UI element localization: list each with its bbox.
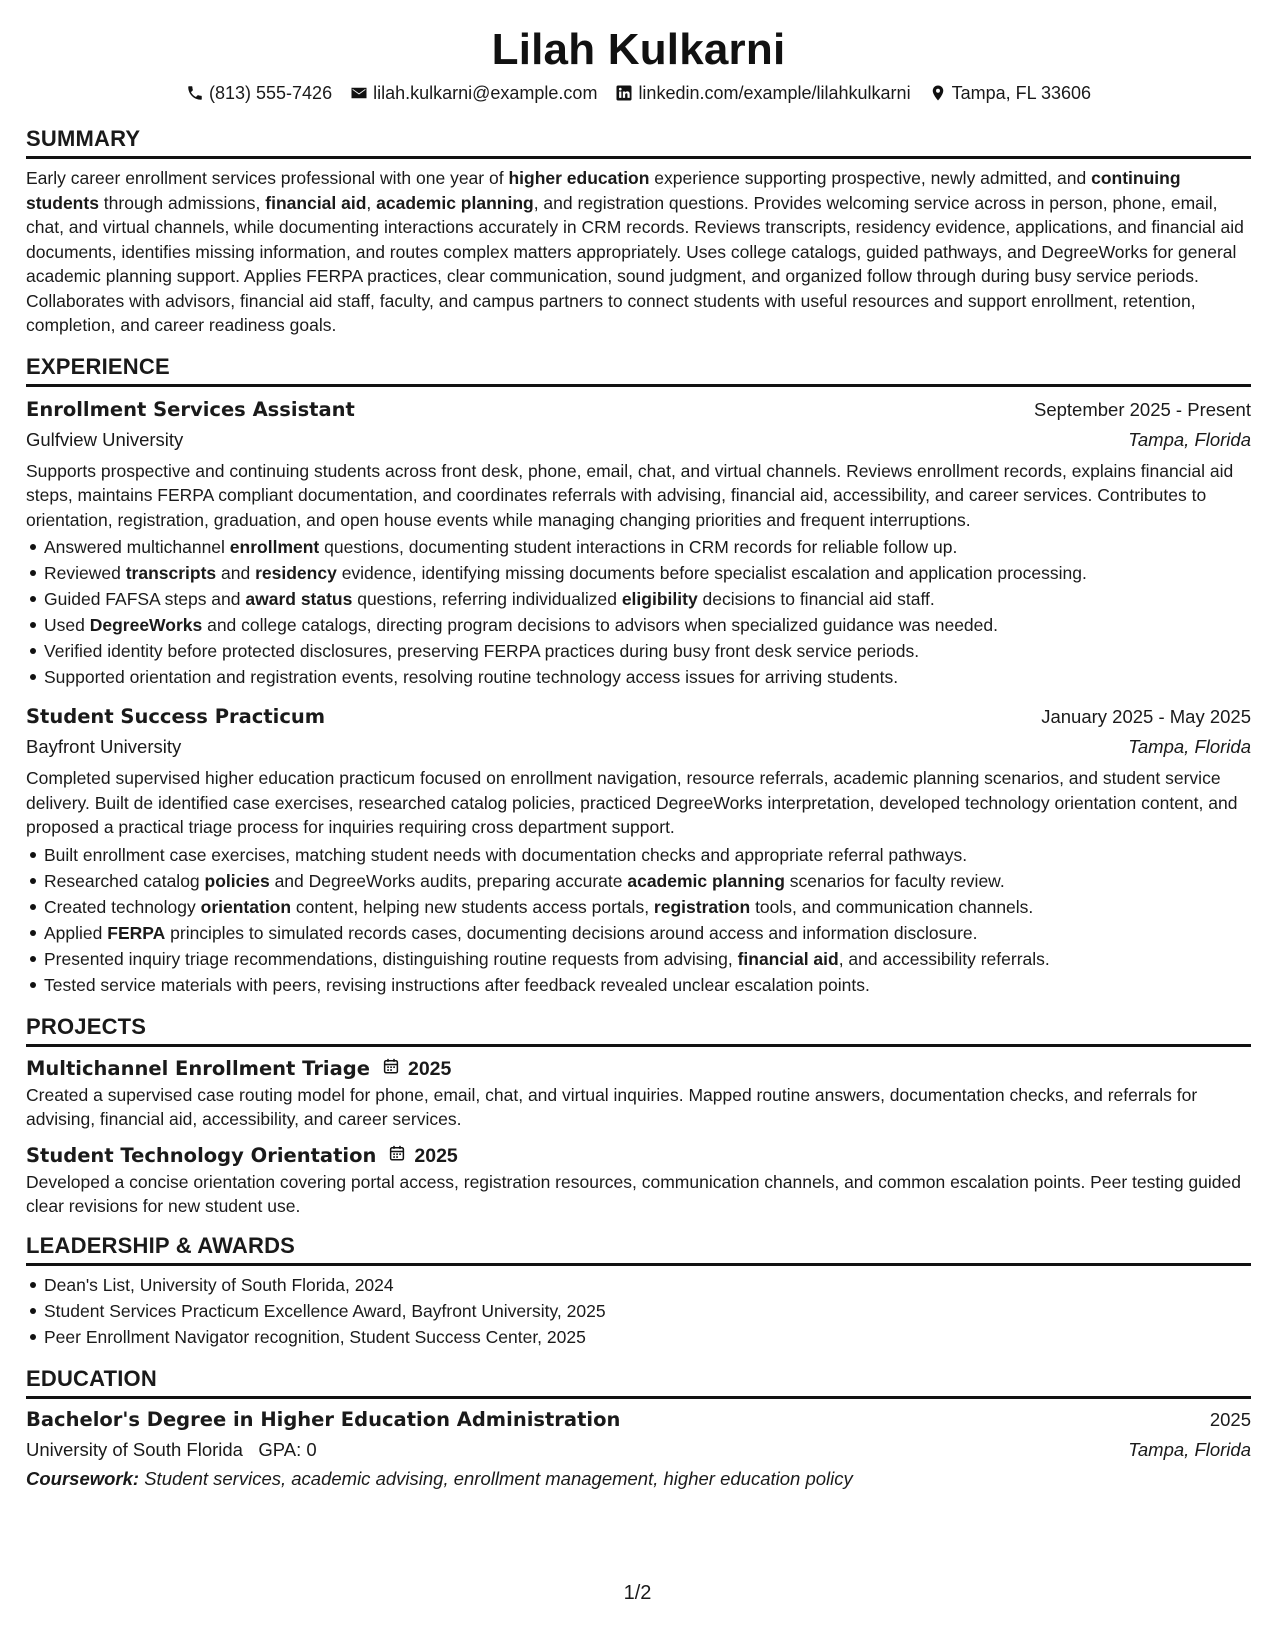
bullet-item: [26, 534, 1251, 560]
envelope-icon: [350, 84, 368, 102]
leadership-item: Dean's List, University of South Florida, 2024: [26, 1272, 1251, 1298]
contact-email[interactable]: [350, 82, 597, 104]
project-header: [26, 1142, 1251, 1170]
emphasis-text: residency: [255, 563, 337, 583]
section-title-leadership: LEADERSHIP & AWARDS: [26, 1233, 1251, 1266]
emphasis-text: eligibility: [621, 589, 698, 609]
project-entry: [26, 1055, 1251, 1132]
bullet-item: [26, 638, 1251, 664]
phone-icon: [186, 84, 204, 102]
coursework-text: Student services, academic advising, enrollment management, higher education policy: [139, 1467, 853, 1489]
job-title: Student Success Practicum: [26, 705, 326, 728]
employer-name: Gulfview University: [26, 428, 184, 450]
bullet-item: [26, 612, 1251, 638]
linkedin-icon: [615, 84, 633, 102]
experience-entry: [26, 702, 1251, 998]
text-run: Supported orientation and registration events, resolving routine technology access issues for arriving students.: [44, 667, 899, 687]
emphasis-text: FERPA: [107, 922, 166, 943]
leadership-item: Peer Enrollment Navigator recognition, Student Success Center, 2025: [26, 1324, 1251, 1350]
text-run: Verified identity before protected disclosures, preserving FERPA practices during busy front desk service periods.: [44, 641, 920, 661]
email-link[interactable]: lilah.kulkarni@example.com: [373, 83, 598, 103]
text-run: Presented inquiry triage recommendations, distinguishing routine requests from advising,: [44, 948, 738, 969]
project-name: Multichannel Enrollment Triage: [26, 1056, 370, 1080]
leadership-item: Student Services Practicum Excellence Award, Bayfront University, 2025: [26, 1298, 1251, 1324]
summary-text: [26, 166, 1251, 338]
job-title: Enrollment Services Assistant: [26, 397, 355, 421]
text-run: Answered multichannel: [44, 537, 230, 557]
candidate-name: Lilah Kulkarni: [491, 25, 786, 74]
text-run: , and registration questions. Provides welcoming service across in person, phone, email, chat, and virtual channels, while documenting interactions accurately in CRM records. Reviews transcripts, residency evidence, applications, and financial aid documents, identifies missing information, and routes complex matters appropriately. Uses college catalogs, guided pathways, and DegreeWorks for general academic planning support. Applies FERPA practices, clear communication, sound judgment, and organized follow through during busy service periods. Collaborates with advisors, financial aid staff, faculty, and campus partners to connect students with useful resources and support enrollment, retention, completion, and career readiness goals.: [26, 192, 1244, 335]
section-title-experience: EXPERIENCE: [26, 354, 1251, 387]
project-header: [26, 1055, 1251, 1083]
bullet-item: [26, 664, 1251, 690]
bullet-item: [26, 972, 1251, 998]
text-run: through admissions,: [98, 192, 266, 213]
text-run: Built enrollment case exercises, matching student needs with documentation checks and appropriate referral pathways.: [44, 844, 968, 865]
graduation-year: 2025: [1209, 1408, 1251, 1430]
education-header-row: [26, 1405, 1251, 1435]
section-title-education: EDUCATION: [26, 1366, 1251, 1399]
text-run: Created technology: [44, 896, 201, 917]
school-name: University of South Florida: [26, 1438, 243, 1460]
job-description: Completed supervised higher education practicum focused on enrollment navigation, resource referrals, academic planning scenarios, and student service delivery. Built de identified case exercises, researched catalog policies, practiced DegreeWorks interpretation, developed technology orientation content, and proposed a practical triage process for inquiries requiring cross department support.: [26, 768, 1238, 837]
text-run: and DegreeWorks audits, preparing accurate: [269, 870, 628, 891]
bullet-item: [26, 868, 1251, 894]
contact-phone: [186, 82, 332, 104]
contact-bar: [26, 82, 1251, 104]
text-run: questions, referring individualized: [352, 589, 622, 609]
job-dates: January 2025 - May 2025: [1041, 706, 1251, 727]
project-name: Student Technology Orientation: [26, 1143, 377, 1167]
linkedin-link[interactable]: linkedin.com/example/lilahkulkarni: [638, 83, 911, 103]
emphasis-text: award status: [245, 589, 353, 609]
job-location: Tampa, Florida: [1128, 428, 1251, 450]
project-date: [388, 1142, 457, 1170]
bullet-item: [26, 586, 1251, 612]
emphasis-text: policies: [204, 870, 270, 891]
text-run: Guided FAFSA steps and: [44, 589, 246, 609]
emphasis-text: financial aid: [265, 192, 367, 213]
job-location: Tampa, Florida: [1128, 736, 1251, 757]
text-run: Applied: [44, 922, 108, 943]
contact-location: [929, 82, 1091, 104]
emphasis-text: academic planning: [627, 870, 785, 891]
job-description: Supports prospective and continuing students across front desk, phone, email, chat, and virtual channels. Reviews enrollment records, explains financial aid steps, maintains FERPA compliant documentation, and coordinates referrals with advising, financial aid, accessibility, and career services. Contributes to orientation, registration, graduation, and open house events while managing changing priorities and frequent interruptions.: [26, 460, 1234, 530]
project-year: 2025: [407, 1057, 452, 1080]
text-run: Researched catalog: [44, 870, 205, 891]
text-run: and: [216, 563, 256, 583]
job-bullets: [26, 534, 1251, 690]
degree-title: Bachelor's Degree in Higher Education Administration: [26, 1407, 621, 1431]
entry-subheader-row: [26, 425, 1251, 455]
contact-linkedin[interactable]: [615, 82, 910, 104]
bullet-item: [26, 560, 1251, 586]
entry-header-row: [26, 702, 1251, 732]
school-line: [26, 1435, 317, 1465]
gpa: GPA: 0: [258, 1438, 317, 1460]
text-run: tools, and communication channels.: [750, 896, 1034, 917]
emphasis-text: continuing students: [26, 168, 1181, 213]
page-number: 1/2: [623, 1582, 652, 1604]
calendar-icon: [382, 1055, 400, 1083]
text-run: Tested service materials with peers, revising instructions after feedback revealed unclear escalation points.: [44, 974, 870, 995]
text-run: Used: [44, 615, 90, 635]
projects-section: [26, 1014, 1251, 1219]
text-run: content, helping new students access portals,: [291, 896, 654, 917]
text-run: ,: [366, 192, 377, 213]
leadership-list: [26, 1272, 1251, 1350]
section-title-projects: PROJECTS: [26, 1014, 1251, 1047]
project-description: Developed a concise orientation covering portal access, registration resources, communication channels, and common escalation points. Peer testing guided clear revisions for new student use.: [26, 1171, 1241, 1216]
emphasis-text: registration: [653, 896, 751, 917]
summary-section: [26, 126, 1251, 338]
project-entry: [26, 1142, 1251, 1219]
bullet-item: [26, 842, 1251, 868]
project-year: 2025: [414, 1144, 458, 1167]
project-description: Created a supervised case routing model for phone, email, chat, and virtual inquiries. Mapped routine answers, documentation checks, and referrals for advising, financial aid, accessibility, and career services.: [26, 1084, 1198, 1129]
bullet-item: [26, 920, 1251, 946]
emphasis-text: orientation: [200, 896, 292, 917]
employer-name: Bayfront University: [26, 736, 182, 757]
text-run: Early career enrollment services professional with one year of: [26, 168, 509, 188]
text-run: principles to simulated records cases, documenting decisions around access and information disclosure.: [165, 922, 978, 943]
job-dates: September 2025 - Present: [1034, 398, 1251, 420]
leadership-section: [26, 1233, 1251, 1350]
bullet-item: [26, 894, 1251, 920]
location-text: Tampa, FL 33606: [951, 83, 1091, 103]
emphasis-text: financial aid: [737, 948, 839, 969]
entry-subheader-row: [26, 732, 1251, 762]
text-run: questions, documenting student interactions in CRM records for reliable follow up.: [319, 537, 958, 557]
phone-text: (813) 555-7426: [208, 83, 333, 103]
resume-content: [26, 24, 1251, 1493]
text-run: evidence, identifying missing documents before specialist escalation and application processing.: [336, 563, 1087, 583]
coursework-line: [26, 1465, 1251, 1493]
text-run: experience supporting prospective, newly admitted, and: [649, 168, 1092, 188]
text-run: scenarios for faculty review.: [784, 870, 1005, 891]
calendar-icon: [388, 1142, 406, 1170]
school-location: Tampa, Florida: [1128, 1438, 1251, 1460]
text-run: Reviewed: [44, 563, 126, 583]
text-run: and college catalogs, directing program decisions to advisors when specialized guidance was needed.: [202, 615, 998, 635]
map-pin-icon: [929, 84, 947, 102]
project-date: [382, 1055, 451, 1083]
emphasis-text: higher education: [508, 168, 650, 188]
emphasis-text: academic planning: [376, 192, 534, 213]
section-title-summary: SUMMARY: [26, 126, 1251, 159]
experience-section: [26, 354, 1251, 998]
coursework-label: Coursework:: [26, 1467, 140, 1489]
emphasis-text: enrollment: [229, 537, 320, 557]
education-subheader-row: [26, 1435, 1251, 1465]
text-run: decisions to financial aid staff.: [697, 589, 935, 609]
emphasis-text: DegreeWorks: [89, 615, 203, 635]
emphasis-text: transcripts: [125, 563, 217, 583]
entry-header-row: [26, 395, 1251, 425]
text-run: , and accessibility referrals.: [838, 948, 1050, 969]
bullet-item: [26, 946, 1251, 972]
job-bullets: [26, 842, 1251, 998]
education-entry: [26, 1405, 1251, 1493]
experience-entry: [26, 395, 1251, 691]
education-section: [26, 1366, 1251, 1493]
